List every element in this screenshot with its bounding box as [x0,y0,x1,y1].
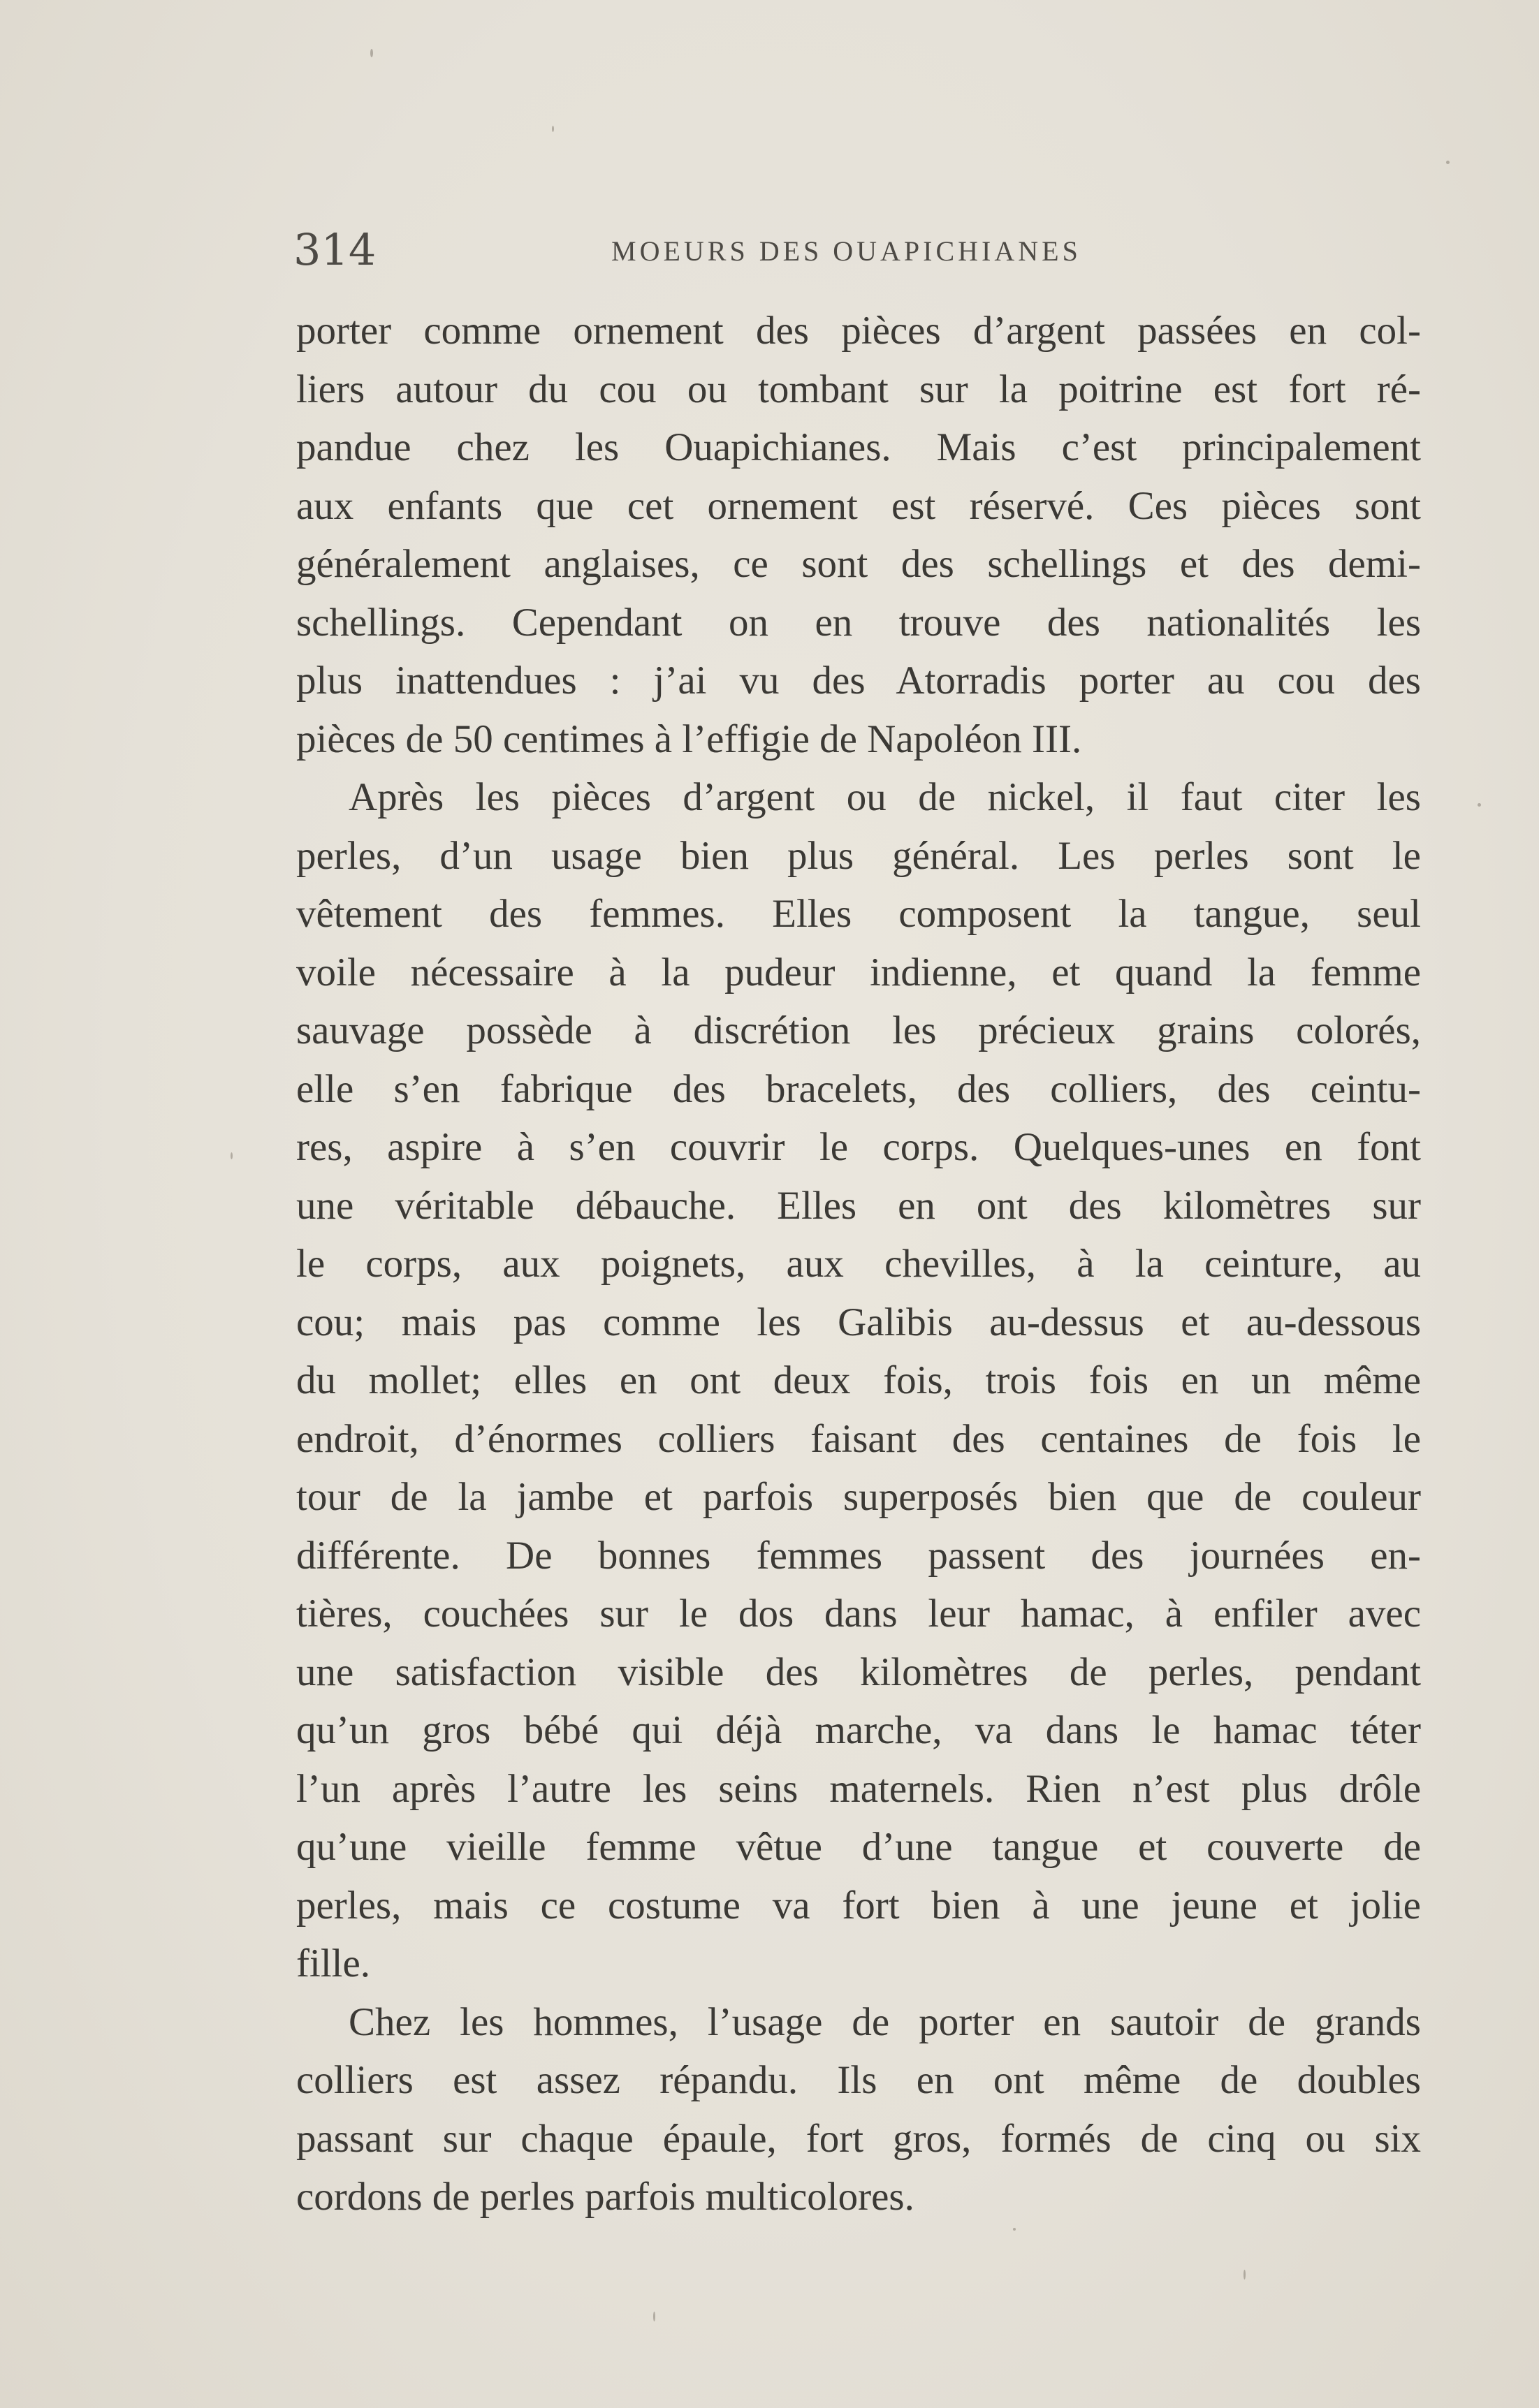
running-head: MOEURS DES OUAPICHIANES [611,235,1081,267]
text-line: le corps, aux poignets, aux chevilles, à la ceinture, au [296,1242,1421,1286]
text-line: res, aspire à s’en couvrir le corps. Quelques-unes en font [296,1125,1421,1169]
paper-speck [370,49,373,57]
text-line: endroit, d’énormes colliers faisant des centaines de fois le [296,1416,1421,1461]
text-line: cou; mais pas comme les Galibis au-dessus et au-dessous [296,1300,1421,1344]
text-line: sauvage possède à discrétion les précieux grains colorés, [296,1008,1421,1052]
text-line: tières, couchées sur le dos dans leur hamac, à enfiler avec [296,1592,1421,1636]
text-line: Chez les hommes, l’usage de porter en sautoir de grands [349,1999,1421,2044]
page-number: 314 [293,224,377,275]
text-line: pièces de 50 centimes à l’effigie de Napoléon III. [296,717,1082,761]
text-line: colliers est assez répandu. Ils en ont même de doubles [296,2058,1421,2102]
paper-speck [1446,161,1450,164]
text-line: fille. [296,1941,371,1985]
text-line: une véritable débauche. Elles en ont des kilomètres sur [296,1183,1421,1228]
text-line: du mollet; elles en ont deux fois, trois fois en un même [296,1358,1421,1402]
text-line: Après les pièces d’argent ou de nickel, il faut citer les [349,775,1421,819]
text-line: passant sur chaque épaule, fort gros, formés de cinq ou six [296,2116,1421,2161]
text-line: généralement anglaises, ce sont des schellings et des demi- [296,542,1421,586]
paper-speck [1478,803,1481,807]
paragraph-3 [296,1993,1421,2226]
paper-speck [653,2312,655,2321]
paragraph-1 [296,302,1421,768]
page-header [293,222,1418,278]
text-line: différente. De bonnes femmes passent des journées en- [296,1533,1421,1578]
paper-speck [1243,2270,1246,2279]
text-line: tour de la jambe et parfois superposés bien que de couleur [296,1475,1421,1519]
text-line: plus inattendues : j’ai vu des Atorradis porter au cou des [296,659,1421,703]
text-line: cordons de perles parfois multicolores. [296,2175,914,2219]
text-line: une satisfaction visible des kilomètres de perles, pendant [296,1650,1421,1694]
text-line: aux enfants que cet ornement est réservé. Ces pièces sont [296,483,1421,528]
text-line: pandue chez les Ouapichianes. Mais c’est principalement [296,425,1421,469]
text-line: vêtement des femmes. Elles composent la tangue, seul [296,892,1421,936]
paragraph-2 [296,768,1421,1993]
paper-speck [231,1152,233,1159]
text-line: l’un après l’autre les seins maternels. Rien n’est plus drôle [296,1766,1421,1811]
text-line: schellings. Cependant on en trouve des nationalités les [296,600,1421,645]
body-text [296,302,1421,2226]
text-line: porter comme ornement des pièces d’argent passées en col- [296,309,1421,353]
text-line: voile nécessaire à la pudeur indienne, et quand la femme [296,950,1421,994]
text-line: perles, mais ce costume va fort bien à une jeune et jolie [296,1883,1421,1928]
text-line: elle s’en fabrique des bracelets, des colliers, des ceintu- [296,1066,1421,1111]
text-line: perles, d’un usage bien plus général. Les perles sont le [296,833,1421,878]
text-line: liers autour du cou ou tombant sur la poitrine est fort ré- [296,367,1421,411]
paper-speck [1013,2228,1016,2231]
text-line: qu’un gros bébé qui déjà marche, va dans le hamac téter [296,1708,1421,1752]
text-line: qu’une vieille femme vêtue d’une tangue et couverte de [296,1825,1421,1869]
paper-speck [552,126,554,132]
